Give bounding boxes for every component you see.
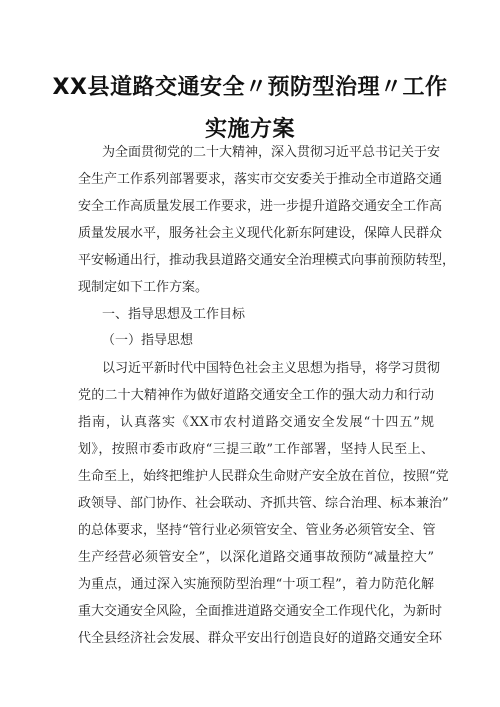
guiding-line: 的总体要求，坚持“管行业必须管安全、管业务必须管安全、管 bbox=[78, 523, 436, 538]
guiding-line: 政领导、部门协作、社会联动、齐抓共管、综合治理、标本兼治” bbox=[78, 496, 449, 511]
guiding-line: 为重点，通过深入实施预防型治理“十项工程”，着力防范化解 bbox=[78, 577, 434, 592]
intro-paragraph bbox=[78, 139, 456, 301]
intro-line: 全生产工作系列部署要求，落实市交安委关于推动全市道路交通 bbox=[78, 172, 443, 187]
guiding-line: 生产经营必须管安全”，以深化道路交通事故预防“减量控大” bbox=[78, 550, 434, 565]
intro-line: 为全面贯彻党的二十大精神，深入贯彻习近平总书记关于安 bbox=[102, 145, 441, 160]
intro-line: 安全工作高质量发展工作要求，进一步提升道路交通安全工作高 bbox=[78, 199, 443, 214]
section-heading: 一、指导思想及工作目标 bbox=[102, 307, 246, 322]
guiding-line: 以习近平新时代中国特色社会主义思想为指导，将学习贯彻 bbox=[102, 361, 441, 376]
guiding-line: 代全县经济社会发展、群众平安出行创造良好的道路交通安全环 bbox=[78, 631, 443, 646]
intro-line: 质量发展水平，服务社会主义现代化新东阿建设，保障人民群众 bbox=[78, 226, 443, 241]
guiding-paragraph bbox=[78, 355, 449, 652]
intro-line: 现制定如下工作方案。 bbox=[78, 280, 209, 295]
document-title-line-2: 实施方案 bbox=[204, 117, 295, 142]
guiding-line: 指南，认真落实《XX市农村道路交通安全发展“十四五”规 bbox=[78, 415, 434, 430]
document-title-line-1: XX县道路交通安全〃预防型治理〃工作 bbox=[52, 75, 448, 100]
guiding-line: 重大交通安全风险，全面推进道路交通安全工作现代化，为新时 bbox=[78, 604, 443, 619]
guiding-line: 党的二十大精神作为做好道路交通安全工作的强大动力和行动 bbox=[78, 388, 434, 403]
intro-line: 平安畅通出行，推动我县道路交通安全治理模式向事前预防转型， bbox=[78, 253, 456, 268]
guiding-line: 生命至上，始终把维护人民群众生命财产安全放在首位，按照“党 bbox=[78, 469, 449, 484]
guiding-line: 划》，按照市委市政府“三提三敢”工作部署，坚持人民至上、 bbox=[78, 442, 434, 457]
subsection-heading: （一）指导思想 bbox=[102, 333, 194, 348]
